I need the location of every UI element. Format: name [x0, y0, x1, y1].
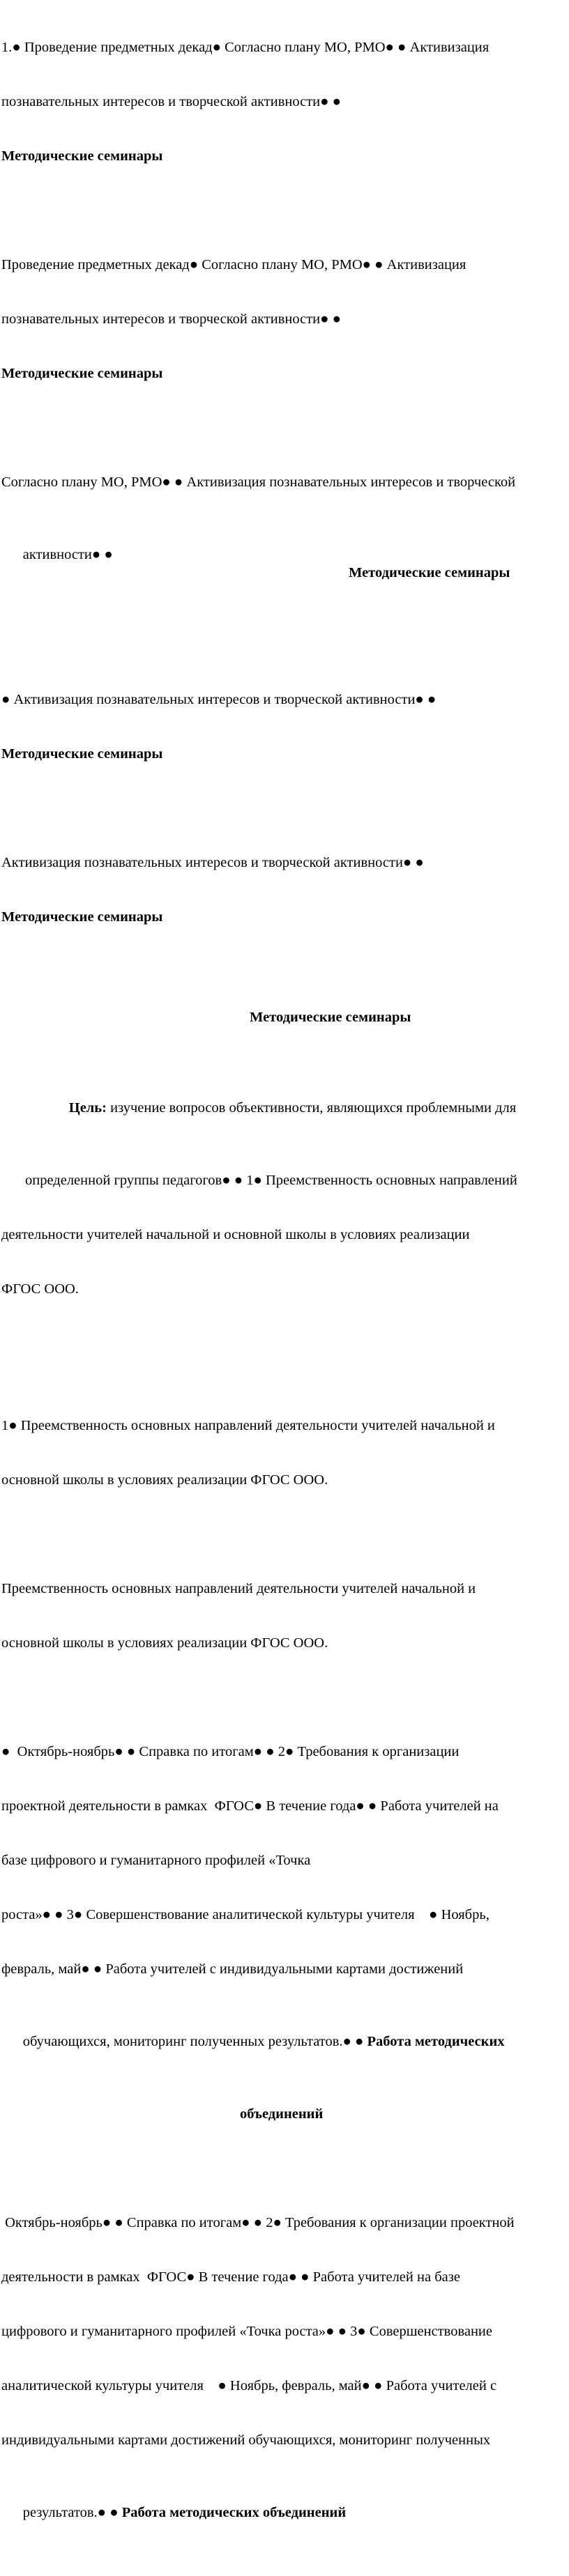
paragraph-3-line-6: обучающихся, мониторинг полученных результатов.● ● — [22, 2034, 367, 2049]
paragraph-4-line-4: аналитической культуры учителя ● Ноябрь, февраль, май● ● Работа учителей с — [1, 2378, 497, 2393]
block-2-line-2: познавательных интересов и творческой активности● ● — [1, 311, 342, 327]
paragraph-3-line-4: роста»● ● 3● Совершенствование аналитической культуры учителя ● Ноябрь, — [1, 1907, 490, 1922]
paragraph-3-line-3: базе цифрового и гуманитарного профилей «Точка — [1, 1853, 311, 1868]
block-1-bold: Методические семинары — [1, 148, 163, 164]
goal-paragraph — [1, 1044, 568, 1334]
paragraph-4 — [1, 2177, 568, 2576]
paragraph-3 — [1, 1706, 568, 2159]
paragraph-4-line-1: Октябрь-ноябрь● ● Справка по итогам● ● 2● Требования к организации проектной — [1, 2215, 515, 2230]
goal-label: Цель: — [68, 1100, 107, 1116]
block-2 — [1, 219, 568, 419]
goal-line-4: ФГОС ООО. — [1, 1281, 79, 1297]
paragraph-3-bold: Работа методических — [367, 2034, 505, 2049]
block-4-line-1: ● Активизация познавательных интересов и творческой активности● ● — [1, 692, 437, 707]
paragraph-3-line-2: проектной деятельности в рамках ФГОС● В течение года● ● Работа учителей на — [1, 1798, 499, 1814]
paragraph-4-line-6: результатов.● ● — [22, 2505, 122, 2520]
document-page — [1, 2, 568, 2576]
paragraph-4-line-5: индивидуальными картами достижений обучающихся, мониторинг полученных — [1, 2432, 491, 2448]
block-5-bold: Методические семинары — [1, 909, 163, 925]
block-3-bold: Методические семинары — [349, 565, 510, 580]
goal-line-2: определенной группы педагогов● ● 1● Преемственность основных направлений — [25, 1173, 517, 1188]
paragraph-1 — [1, 1380, 568, 1525]
section-heading: Методические семинары — [250, 1010, 411, 1025]
paragraph-3-line-1: ● Октябрь-ноябрь● ● Справка по итогам● ● 2● Требования к организации — [1, 1744, 460, 1759]
paragraph-3-line-5: февраль, май● ● Работа учителей с индивидуальными картами достижений — [1, 1961, 464, 1977]
paragraph-1-line-1: 1● Преемственность основных направлений деятельности учителей начальной и — [1, 1418, 495, 1433]
block-5 — [1, 817, 568, 962]
block-2-line-1: Проведение предметных декад● Согласно плану МО, РМО● ● Активизация — [1, 257, 466, 272]
paragraph-4-line-2: деятельности в рамках ФГОС● В течение года● ● Работа учителей на базе — [1, 2269, 460, 2285]
block-3-line-1: Согласно плану МО, РМО● ● Активизация познавательных интересов и творческой — [1, 475, 516, 490]
paragraph-1-line-2: основной школы в условиях реализации ФГОС ООО. — [1, 1472, 328, 1488]
block-3-line-2: активности● ● — [22, 547, 113, 562]
block-3 — [1, 437, 568, 636]
block-1-line-2: познавательных интересов и творческой активности● ● — [1, 94, 342, 109]
block-4 — [1, 654, 568, 799]
goal-line-1: изучение вопросов объективности, являющихся проблемными для — [106, 1100, 517, 1116]
paragraph-2-line-2: основной школы в условиях реализации ФГОС ООО. — [1, 1635, 328, 1651]
paragraph-4-bold: Работа методических объединений — [121, 2505, 347, 2520]
block-1 — [1, 2, 568, 201]
block-2-bold: Методические семинары — [1, 366, 163, 381]
block-1-line-1: 1.● Проведение предметных декад● Согласно плану МО, РМО● ● Активизация — [1, 40, 490, 55]
goal-line-3: деятельности учителей начальной и основной школы в условиях реализации — [1, 1227, 470, 1242]
block-5-line-1: Активизация познавательных интересов и творческой активности● ● — [1, 855, 424, 870]
paragraph-2-line-1: Преемственность основных направлений деятельности учителей начальной и — [1, 1581, 476, 1596]
paragraph-3-bold-cont: объединений — [240, 2106, 324, 2122]
paragraph-2 — [1, 1543, 568, 1688]
paragraph-4-line-3: цифрового и гуманитарного профилей «Точка роста»● ● 3● Совершенствование — [1, 2324, 492, 2339]
block-4-bold: Методические семинары — [1, 746, 163, 762]
